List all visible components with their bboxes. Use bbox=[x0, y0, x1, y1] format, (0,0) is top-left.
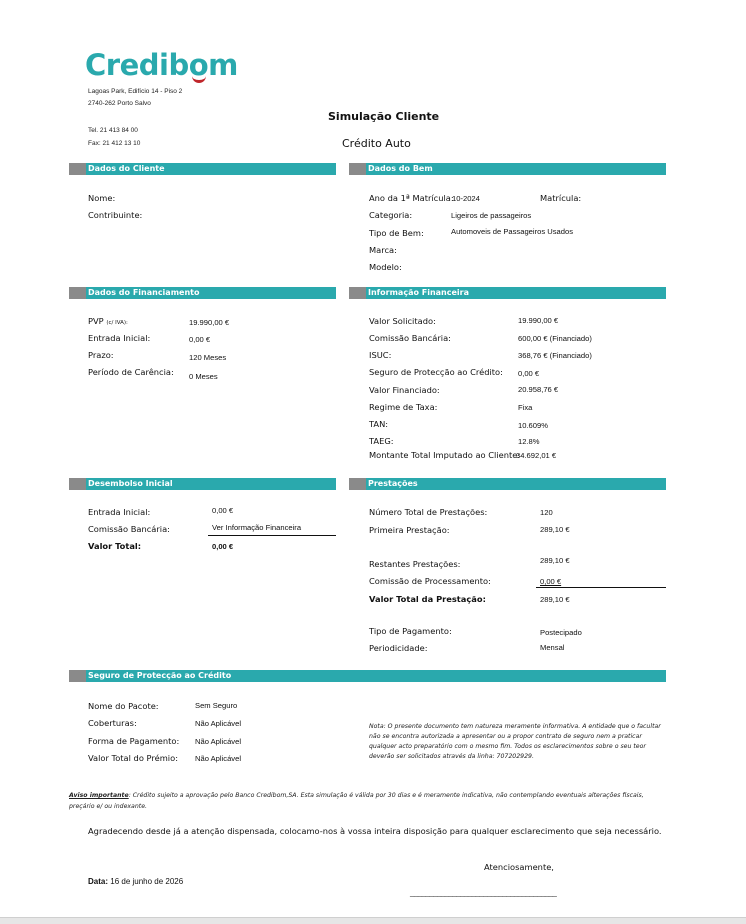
date-line bbox=[88, 877, 183, 886]
date-value: 16 de junho de 2026 bbox=[110, 877, 184, 886]
nome-pacote-label: Nome do Pacote: bbox=[88, 701, 159, 711]
section-title: Desembolso Inicial bbox=[88, 479, 173, 488]
desembolso-comissao-value: Ver Informação Financeira bbox=[212, 523, 302, 532]
tipo-pagamento-label: Tipo de Pagamento: bbox=[369, 626, 452, 636]
section-header-seguro bbox=[69, 670, 666, 682]
pvp-note: (c/ IVA): bbox=[106, 320, 128, 326]
primeira-prestacao-value: 289,10 € bbox=[540, 525, 570, 534]
comissao-processamento-value: 0,00 € bbox=[540, 577, 562, 586]
entrada-inicial-value: 0,00 € bbox=[189, 335, 211, 344]
coberturas-label: Coberturas: bbox=[88, 718, 137, 728]
isuc-label: ISUC: bbox=[369, 350, 392, 360]
comissao-processamento-label: Comissão de Processamento: bbox=[369, 576, 491, 586]
tipo-bem-label: Tipo de Bem: bbox=[369, 228, 424, 238]
valor-premio-value: Não Aplicável bbox=[195, 754, 242, 763]
taeg-label: TAEG: bbox=[369, 436, 394, 446]
section-header-cliente bbox=[69, 163, 336, 175]
section-header-prestacoes bbox=[349, 478, 666, 490]
valor-solicitado-value: 19.990,00 € bbox=[518, 316, 559, 325]
ano-matricula-label: Ano da 1ª Matrícula: bbox=[369, 193, 454, 203]
section-header-financiamento bbox=[69, 287, 336, 299]
forma-pagamento-label: Forma de Pagamento: bbox=[88, 736, 180, 746]
section-title: Seguro de Protecção ao Crédito bbox=[88, 671, 232, 680]
aviso-text: : Crédito sujeito a aprovação pelo Banco Credibom,SA. Esta simulação é válida por 30 dias e é meramente indicativa, não contemplando eventuais alterações fiscais, preçário e/ ou indexante. bbox=[69, 792, 644, 810]
carencia-value: 0 Meses bbox=[189, 372, 218, 381]
pvp-value: 19.990,00 € bbox=[189, 318, 230, 327]
prazo-label: Prazo: bbox=[88, 350, 114, 360]
isuc-value: 368,76 € (Financiado) bbox=[518, 351, 592, 360]
comissao-bancaria-label: Comissão Bancária: bbox=[369, 333, 451, 343]
address-line-1: Lagoas Park, Edifício 14 - Piso 2 bbox=[88, 88, 183, 95]
categoria-label: Categoria: bbox=[369, 210, 413, 220]
nome-label: Nome: bbox=[88, 193, 116, 203]
section-header-desembolso bbox=[69, 478, 336, 490]
aviso-importante bbox=[69, 790, 669, 812]
valor-financiado-label: Valor Financiado: bbox=[369, 385, 440, 395]
periodicidade-label: Periodicidade: bbox=[369, 643, 428, 653]
nome-pacote-value: Sem Seguro bbox=[195, 701, 238, 710]
company-logo: Credibom bbox=[85, 48, 238, 82]
section-title: Dados do Bem bbox=[368, 164, 433, 173]
pvp-label bbox=[88, 316, 128, 326]
section-tab bbox=[69, 163, 86, 175]
fax-number: Fax: 21 412 13 10 bbox=[88, 140, 141, 147]
tipo-pagamento-value: Postecipado bbox=[540, 628, 582, 637]
section-tab bbox=[69, 478, 86, 490]
section-title: Informação Financeira bbox=[368, 288, 469, 297]
ano-matricula-value: 10-2024 bbox=[452, 194, 480, 203]
document-subtitle: Crédito Auto bbox=[342, 137, 411, 150]
regime-taxa-value: Fixa bbox=[518, 403, 533, 412]
entrada-inicial-label: Entrada Inicial: bbox=[88, 333, 151, 343]
forma-pagamento-value: Não Aplicável bbox=[195, 737, 242, 746]
seguro-note: Nota: O presente documento tem natureza meramente informativa. A entidade que o facultar não se encontra autorizada a apresentar ou a propor contrato de seguro nem a praticar qualquer acto preparatório com o mesmo fim. Todos os esclarecimentos sobre o seu teor deverão ser solicitados através da linha: 707202929. bbox=[369, 723, 661, 760]
valor-total-prestacao-label: Valor Total da Prestação: bbox=[369, 594, 486, 604]
desembolso-comissao-label: Comissão Bancária: bbox=[88, 524, 170, 534]
section-header-info-financeira bbox=[349, 287, 666, 299]
seguro-protecao-label: Seguro de Protecção ao Crédito: bbox=[369, 367, 503, 377]
tan-label: TAN: bbox=[369, 419, 389, 429]
section-title: Dados do Cliente bbox=[88, 164, 165, 173]
section-tab bbox=[69, 287, 86, 299]
section-header-bem bbox=[349, 163, 666, 175]
phone-number: Tel. 21 413 84 00 bbox=[88, 127, 138, 134]
regime-taxa-label: Regime de Taxa: bbox=[369, 402, 438, 412]
comissao-bancaria-value: 600,00 € (Financiado) bbox=[518, 334, 592, 343]
matricula-label: Matrícula: bbox=[540, 193, 582, 203]
primeira-prestacao-label: Primeira Prestação: bbox=[369, 525, 450, 535]
tan-value: 10.609% bbox=[518, 421, 548, 430]
marca-label: Marca: bbox=[369, 245, 397, 255]
section-tab bbox=[69, 670, 86, 682]
valor-financiado-value: 20.958,76 € bbox=[518, 385, 559, 394]
section-title: Dados do Financiamento bbox=[88, 288, 200, 297]
carencia-label: Período de Carência: bbox=[88, 367, 174, 377]
desembolso-total-value: 0,00 € bbox=[212, 542, 234, 551]
section-tab bbox=[349, 287, 366, 299]
date-label: Data: bbox=[88, 877, 109, 886]
seguro-protecao-value: 0,00 € bbox=[518, 369, 540, 378]
prestacoes-divider bbox=[536, 587, 666, 588]
tipo-bem-value: Automoveis de Passageiros Usados bbox=[451, 227, 573, 236]
address-line-2: 2740-262 Porto Salvo bbox=[88, 100, 151, 107]
aviso-label: Aviso importante bbox=[69, 792, 129, 799]
numero-prestacoes-label: Número Total de Prestações: bbox=[369, 507, 488, 517]
valor-solicitado-label: Valor Solicitado: bbox=[369, 316, 436, 326]
thanks-text: Agradecendo desde já a atenção dispensada, colocamo-nos à vossa inteira disposição para qualquer esclarecimento que seja necessário. bbox=[88, 826, 662, 836]
restantes-prestacoes-value: 289,10 € bbox=[540, 556, 570, 565]
desembolso-divider bbox=[208, 535, 336, 536]
regards-text: Atenciosamente, bbox=[484, 862, 554, 872]
contribuinte-label: Contribuinte: bbox=[88, 210, 143, 220]
montante-total-value: 34.692,01 € bbox=[516, 451, 557, 460]
desembolso-total-label: Valor Total: bbox=[88, 541, 142, 551]
section-title: Prestações bbox=[368, 479, 418, 488]
periodicidade-value: Mensal bbox=[540, 643, 565, 652]
taeg-value: 12.8% bbox=[518, 437, 540, 446]
categoria-value: Ligeiros de passageiros bbox=[451, 211, 532, 220]
montante-total-label: Montante Total Imputado ao Cliente: bbox=[369, 450, 521, 460]
section-tab bbox=[349, 163, 366, 175]
desembolso-entrada-label: Entrada Inicial: bbox=[88, 507, 151, 517]
desembolso-entrada-value: 0,00 € bbox=[212, 506, 234, 515]
restantes-prestacoes-label: Restantes Prestações: bbox=[369, 559, 461, 569]
signature-line: ______________________________________ bbox=[410, 888, 557, 897]
valor-premio-label: Valor Total do Prémio: bbox=[88, 753, 178, 763]
modelo-label: Modelo: bbox=[369, 262, 402, 272]
numero-prestacoes-value: 120 bbox=[540, 508, 553, 517]
prazo-value: 120 Meses bbox=[189, 353, 227, 362]
valor-total-prestacao-value: 289,10 € bbox=[540, 595, 570, 604]
section-tab bbox=[349, 478, 366, 490]
coberturas-value: Não Aplicável bbox=[195, 719, 242, 728]
pvp-label-text: PVP bbox=[88, 316, 104, 326]
document-title: Simulação Cliente bbox=[328, 110, 440, 123]
